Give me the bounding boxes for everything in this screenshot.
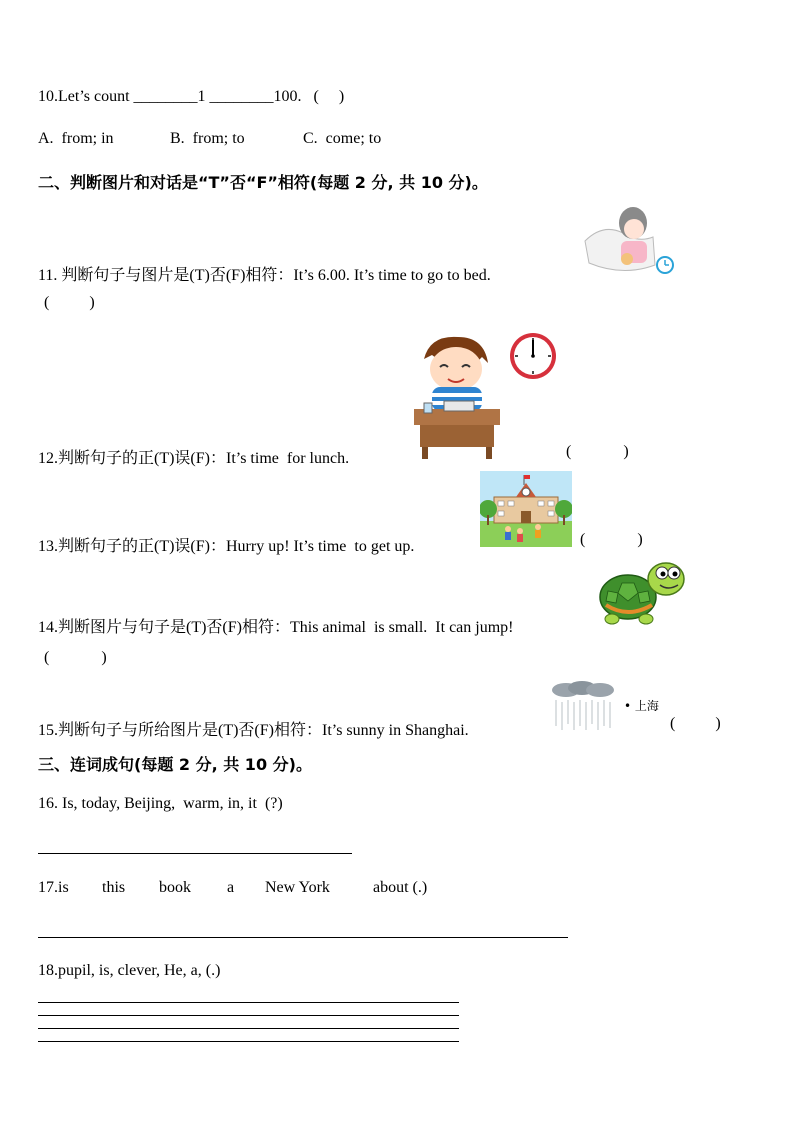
q14-text: 14.判断图片与句子是(T)否(F)相符：This animal is small. It can jump! (38, 619, 514, 636)
q12-answer-bracket[interactable]: ( ) (566, 443, 629, 460)
q17-answer-line[interactable] (38, 937, 568, 938)
q18-text: 18.pupil, is, clever, He, a, (.) (38, 962, 221, 979)
q10-option-c[interactable]: C. come; to (303, 130, 382, 147)
section-2-heading: 二、判断图片和对话是“T”否“F”相符(每题 2 分, 共 10 分)。 (38, 173, 488, 192)
q15-text: 15.判断句子与所给图片是(T)否(F)相符：It’s sunny in Shanghai. (38, 722, 469, 739)
q10-question: 10.Let’s count ________1 ________100. ( ) (38, 88, 345, 105)
q11-text: 11. 判断句子与图片是(T)否(F)相符：It’s 6.00. It’s time to go to bed. (38, 267, 491, 284)
q17-word: New York (265, 879, 330, 896)
section-3-heading: 三、连词成句(每题 2 分, 共 10 分)。 (38, 755, 312, 774)
q18-answer-line[interactable] (38, 1002, 459, 1003)
q16-text: 16. Is, today, Beijing, warm, in, it (?) (38, 795, 283, 812)
rain-weather-icon (548, 680, 620, 732)
q10-option-a[interactable]: A. from; in (38, 130, 114, 147)
q17-word: 17.is (38, 879, 69, 896)
turtle-picture (596, 557, 690, 629)
girl-sleeping-picture (583, 203, 677, 277)
q13-answer-bracket[interactable]: ( ) (580, 531, 643, 548)
q18-answer-line[interactable] (38, 1041, 459, 1042)
q17-word: a (227, 879, 235, 896)
q18-answer-line[interactable] (38, 1028, 459, 1029)
boy-eating-lunch-picture (410, 333, 504, 461)
school-morning-picture (480, 471, 572, 547)
q10-option-b[interactable]: B. from; to (170, 130, 245, 147)
q15-answer-bracket[interactable]: ( ) (670, 715, 721, 732)
q13-text: 13.判断句子的正(T)误(F)：Hurry up! It’s time to get up. (38, 538, 415, 555)
q11-answer-bracket[interactable]: ( ) (44, 294, 95, 311)
q14-answer-bracket[interactable]: ( ) (44, 649, 107, 666)
q17-word: about (.) (373, 879, 428, 896)
q12-text: 12.判断句子的正(T)误(F)：It’s time for lunch. (38, 450, 350, 467)
q18-answer-line[interactable] (38, 1015, 459, 1016)
q17-word: this (102, 879, 126, 896)
q16-answer-line[interactable] (38, 853, 352, 854)
q17-word: book (159, 879, 191, 896)
map-label-shanghai: • 上海 (624, 699, 659, 713)
clock-icon (508, 331, 558, 381)
